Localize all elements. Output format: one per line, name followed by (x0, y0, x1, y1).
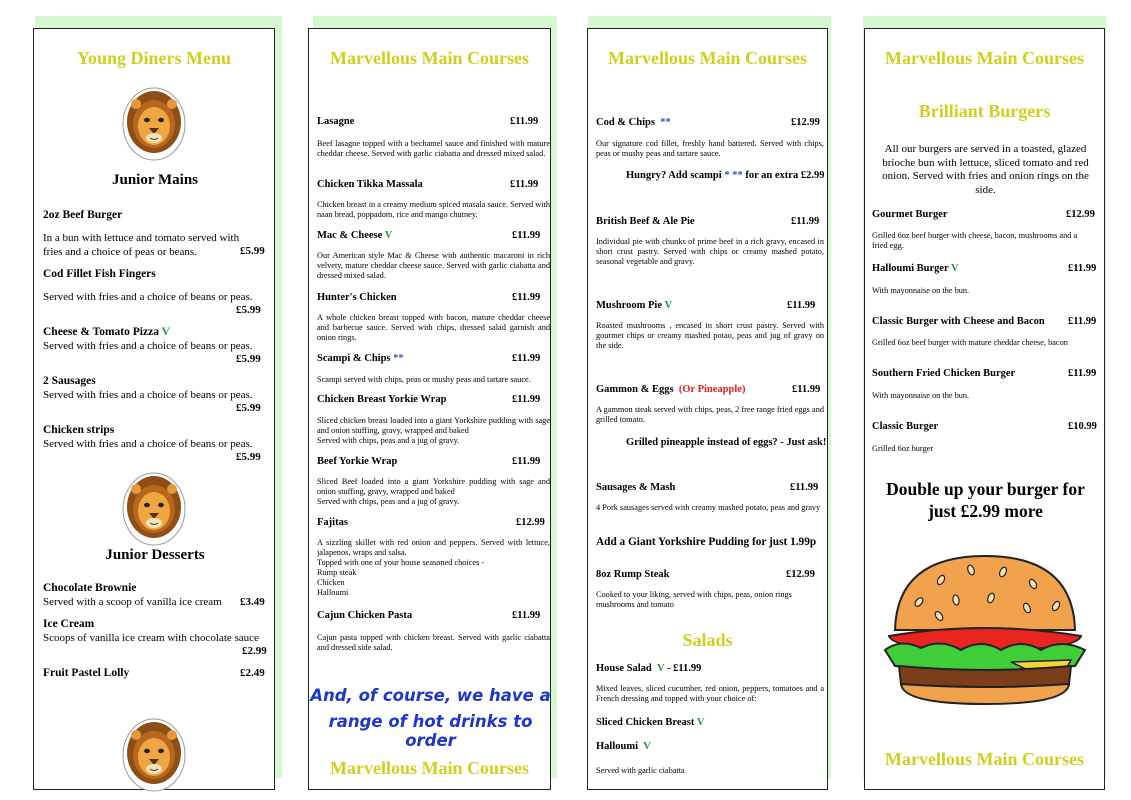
scampi-offer: Hungry? Add scampi * ** for an extra £2.99 (626, 170, 825, 181)
panel-footer-title: Marvellous Main Courses (330, 758, 529, 778)
main-courses-panel-1 (308, 28, 551, 790)
menu-item-desc: Served with fries and a choice of beans or peas. (43, 291, 253, 303)
dessert-price: £2.99 (242, 645, 267, 657)
salad-served-with: Served with garlic ciabatta (596, 766, 685, 775)
menu-item-price: £11.99 (512, 394, 541, 405)
menu-item-price: £11.99 (512, 230, 541, 241)
burger-price: £10.99 (1068, 421, 1097, 432)
menu-item-desc: Served with fries and a choice of beans or peas. (43, 340, 253, 352)
menu-item-name: 8oz Rump Steak (596, 569, 670, 580)
menu-item-name: Cod & Chips ** (596, 117, 671, 128)
pineapple-note: Grilled pineapple instead of eggs? - Just ask! (626, 437, 827, 448)
menu-item-name: Chicken Breast Yorkie Wrap (317, 394, 447, 405)
burger-name: Gourmet Burger (872, 209, 948, 220)
menu-item-price: £5.99 (236, 304, 261, 316)
salad-option: Sliced Chicken Breast V (596, 717, 705, 728)
menu-item-name: Hunter's Chicken (317, 292, 397, 303)
menu-item-price: £11.99 (510, 116, 539, 127)
dessert-price: £3.49 (240, 596, 265, 608)
burger-desc: Grilled 6oz beef burger with mature cheddar cheese, bacon (872, 338, 1068, 347)
menu-item-price: £11.99 (787, 300, 816, 311)
burger-desc: Grilled 6oz beef burger with cheese, bacon, mushrooms and a fried egg. (872, 231, 1078, 251)
junior-desserts-heading: Junior Desserts (105, 547, 205, 563)
burger-name: Classic Burger with Cheese and Bacon (872, 316, 1045, 327)
menu-item-price: £5.99 (240, 245, 265, 257)
menu-item-name: British Beef & Ale Pie (596, 216, 695, 227)
menu-item-price: £12.99 (786, 569, 815, 580)
menu-item-price: £11.99 (792, 384, 821, 395)
yorkshire-offer: Add a Giant Yorkshire Pudding for just 1.99p (596, 536, 817, 548)
panel-footer-title: Marvellous Main Courses (885, 749, 1084, 769)
menu-item-price: £11.99 (512, 292, 541, 303)
menu-item-price: £5.99 (236, 402, 261, 414)
menu-item-name: Mushroom Pie V (596, 300, 673, 311)
menu-item-name: Chicken Tikka Massala (317, 179, 423, 190)
menu-item-desc: Roasted mushrooms , encased in short crust pastry. Served with gourmet chips or creamy mashed potao, peas and jug of gravy on the side. (596, 321, 824, 351)
salads-heading: Salads (682, 630, 733, 650)
menu-item-desc: 4 Pork sausages served with creamy mashed potato, peas and gravy (596, 503, 821, 512)
hot-drinks-note: range of hot drinks to order (328, 712, 533, 750)
menu-item-price: £11.99 (791, 216, 820, 227)
dessert-desc: Served with a scoop of vanilla ice cream (43, 596, 222, 608)
menu-item-desc: A gammon steak served with chips, peas, 2 free range fried eggs and grilled tomato. (596, 405, 824, 425)
main-courses-panel-2 (587, 28, 828, 790)
menu-item-desc: Cooked to your liking, served with chips, peas, onion rings mushrooms and tomato (596, 590, 792, 610)
menu-item-price: £5.99 (236, 353, 261, 365)
menu-item-name: Lasagne (317, 116, 355, 127)
burger-name: Classic Burger (872, 421, 939, 432)
young-diners-panel (33, 28, 275, 790)
menu-item-desc: Served with fries and a choice of beans or peas. (43, 438, 253, 450)
menu-item-name: Mac & Cheese V (317, 230, 393, 241)
menu-item-name: House Salad V - £11.99 (596, 663, 702, 674)
menu-item-desc: In a bun with lettuce and tomato served with fries and a choice of peas or beans. (43, 232, 240, 258)
panel-title: Young Diners Menu (76, 48, 232, 68)
dessert-desc: Scoops of vanilla ice cream with chocolate sauce (43, 632, 259, 644)
menu-item-desc: A whole chicken breast topped with bacon, mature cheddar cheese and barbecue sauce. Served with chips, dressed salad garnish and onion rings. (317, 313, 550, 343)
junior-mains-heading: Junior Mains (112, 172, 198, 188)
menu-item-name: Cajun Chicken Pasta (317, 610, 413, 621)
burger-price: £11.99 (1068, 368, 1097, 379)
menu-item-desc: Sliced chicken breast loaded into a giant Yorkshire pudding with sage and onion stuffing, gravy, wrapped and baked (317, 416, 550, 436)
lion-icon (122, 469, 186, 547)
menu-item-name: Beef Yorkie Wrap (317, 456, 398, 467)
dessert-name: Chocolate Brownie (43, 582, 137, 594)
burger-icon (881, 550, 1089, 710)
panel-title: Marvellous Main Courses (330, 48, 529, 68)
menu-item-option: Topped with one of your house seasoned choices - (317, 558, 485, 567)
menu-item-desc: Scampi served with chips, peas or mushy peas and tartare sauce. (317, 375, 531, 384)
burgers-panel (864, 28, 1105, 790)
menu-item-desc: Mixed leaves, sliced cucumber, red onion, peppers, tomatoes and a French dressing and topped with your choice of: (596, 684, 824, 704)
menu-item-desc: Sliced Beef loaded into a giant Yorkshire pudding with sage and onion stuffing, gravy, wrapped and baked (317, 477, 550, 497)
menu-item-price: £11.99 (512, 610, 541, 621)
menu-item-name: 2oz Beef Burger (43, 209, 123, 221)
burgers-intro: All our burgers are served in a toasted, glazed brioche bun with lettuce, sliced tomato and red onion. Served with fries and onion rings on the side. (882, 143, 1089, 196)
menu-item-name: Scampi & Chips ** (317, 353, 404, 364)
dessert-name: Fruit Pastel Lolly (43, 667, 130, 679)
burger-desc: With mayonnaise on the bun. (872, 391, 970, 400)
burger-price: £12.99 (1066, 209, 1095, 220)
menu-item-price: £11.99 (512, 353, 541, 364)
dessert-name: Ice Cream (43, 618, 95, 630)
menu-item-price: £5.99 (236, 451, 261, 463)
burger-name: Halloumi Burger V (872, 263, 959, 274)
menu-item-desc: Served with chips, peas and a jug of gravy. (317, 436, 460, 445)
menu-item-name: 2 Sausages (43, 375, 96, 387)
menu-item-name: Fajitas (317, 517, 348, 528)
burger-name: Southern Fried Chicken Burger (872, 368, 1016, 379)
menu-item-price: £12.99 (791, 117, 820, 128)
menu-item-option: Halloumi (317, 588, 349, 597)
menu-item-desc: Served with chips, peas and a jug of gravy. (317, 497, 460, 506)
salad-option: Halloumi V (596, 741, 651, 752)
menu-item-price: £12.99 (516, 517, 545, 528)
burger-price: £11.99 (1068, 316, 1097, 327)
menu-item-name: Cheese & Tomato Pizza V (43, 326, 170, 338)
burgers-heading: Brilliant Burgers (918, 101, 1051, 121)
menu-item-desc: Served with fries and a choice of beans or peas. (43, 389, 253, 401)
menu-item-price: £11.99 (790, 482, 819, 493)
menu-item-price: £11.99 (512, 456, 541, 467)
burger-desc: Grilled 6oz burger (872, 444, 934, 453)
lion-icon (122, 715, 186, 793)
menu-item-name: Cod Fillet Fish Fingers (43, 268, 156, 280)
menu-item-option: Rump steak (317, 568, 357, 577)
menu-item-price: £11.99 (510, 179, 539, 190)
menu-item-desc: Beef lasagne topped with a bechamel sauce and finished with mature cheddar cheese. Served with garlic ciabatta and dressed mixed salad. (317, 139, 550, 159)
burger-price: £11.99 (1068, 263, 1097, 274)
menu-item-desc: Cajun pasta topped with chicken breast. Served with garlic ciabatta and dressed side salad. (317, 633, 550, 653)
menu-item-desc: Our signature cod fillet, freshly hand battered. Served with chips, peas or mushy peas and tartare sauce. (596, 139, 824, 159)
menu-item-desc: Individual pie with chunks of prime beef in a rich gravy, encased in short crust pastry. Served with chips or creamy mashed potato, seasonal vegetable and gravy. (596, 237, 824, 267)
menu-item-desc: Our American style Mac & Cheese with authentic macaroni in rich velvety, mature cheddar cheese sauce. Served with garlic ciabatta and dressed mixed salad. (317, 251, 550, 281)
hot-drinks-note: And, of course, we have a (310, 686, 551, 705)
menu-item-name: Gammon & Eggs (Or Pineapple) (596, 384, 746, 395)
double-up-offer: Double up your burger for just £2.99 more (886, 479, 1085, 521)
menu-item-desc: A sizzling skillet with red onion and peppers. Served with lettuce, jalapenos, wraps and salsa. (317, 538, 550, 558)
lion-icon (122, 84, 186, 162)
menu-item-name: Sausages & Mash (596, 482, 676, 493)
menu-item-desc: Chicken breast in a creamy medium spiced masala sauce. Served with naan bread, poppadom, rice and mango chutney. (317, 200, 550, 220)
burger-desc: With mayonnaise on the bun. (872, 286, 970, 295)
dessert-price: £2.49 (240, 667, 265, 679)
menu-item-name: Chicken strips (43, 424, 115, 436)
panel-title: Marvellous Main Courses (608, 48, 807, 68)
panel-title: Marvellous Main Courses (885, 48, 1084, 68)
menu-item-option: Chicken (317, 578, 345, 587)
